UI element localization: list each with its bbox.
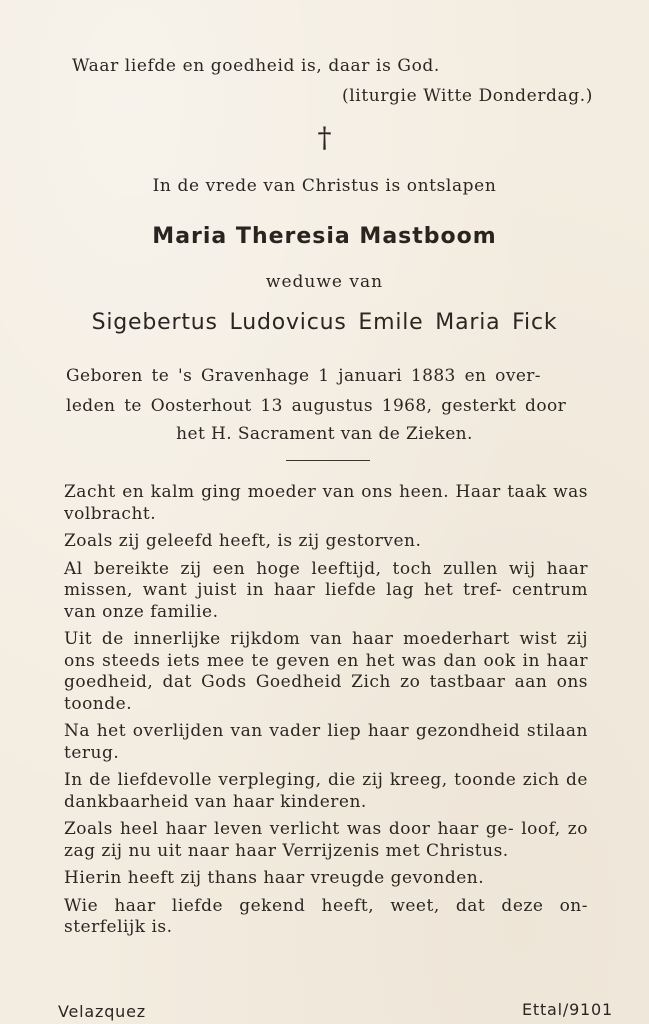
- paragraph: Hierin heeft zij thans haar vreugde gevonden.: [64, 868, 485, 888]
- print-code: Ettal/9101: [521, 1000, 613, 1019]
- paragraph: Zoals heel haar leven verlicht was door haar ge- loof, zo zag zij nu uit naar haar Verrijzenis met Christus.: [64, 819, 588, 861]
- cross-icon: †: [317, 121, 332, 154]
- paragraph: Zacht en kalm ging moeder van ons heen. Haar taak was volbracht.: [64, 482, 588, 524]
- husband-name: Sigebertus Ludovicus Emile Maria Fick: [91, 310, 558, 335]
- motto-source: (liturgie Witte Donderdag.): [342, 86, 593, 106]
- divider-line: [286, 460, 370, 461]
- paragraph: Wie haar liefde gekend heeft, weet, dat deze on- sterfelijk is.: [64, 895, 588, 937]
- intro-text: In de vrede van Christus is ontslapen: [152, 176, 497, 196]
- life-line-1: Geboren te 's Gravenhage 1 januari 1883 en over-: [66, 366, 541, 386]
- memorial-text: [64, 482, 588, 945]
- paragraph: Uit de innerlijke rijkdom van haar moederhart wist zij ons steeds iets mee te geven en het was dan ook in haar goedheid, dat Gods Goedheid Zich zo tastbaar aan ons toonde.: [64, 629, 588, 714]
- paragraph: Al bereikte zij een hoge leeftijd, toch zullen wij haar missen, want juist in haar liefde lag het tref- centrum van onze familie.: [64, 558, 588, 622]
- life-line-2: leden te Oosterhout 13 augustus 1968, gesterkt door: [66, 396, 567, 416]
- paragraph: In de liefdevolle verpleging, die zij kreeg, toonde zich de dankbaarheid van haar kinderen.: [64, 770, 588, 812]
- motto-text: Waar liefde en goedheid is, daar is God.: [72, 56, 440, 76]
- paragraph: Na het overlijden van vader liep haar gezondheid stilaan terug.: [64, 721, 588, 763]
- life-line-3: het H. Sacrament van de Zieken.: [176, 424, 473, 444]
- deceased-name: Maria Theresia Mastboom: [152, 224, 497, 249]
- paragraph: Zoals zij geleefd heeft, is zij gestorven.: [64, 531, 422, 551]
- printer-name: Velazquez: [58, 1002, 146, 1021]
- widow-of-text: weduwe van: [265, 272, 384, 292]
